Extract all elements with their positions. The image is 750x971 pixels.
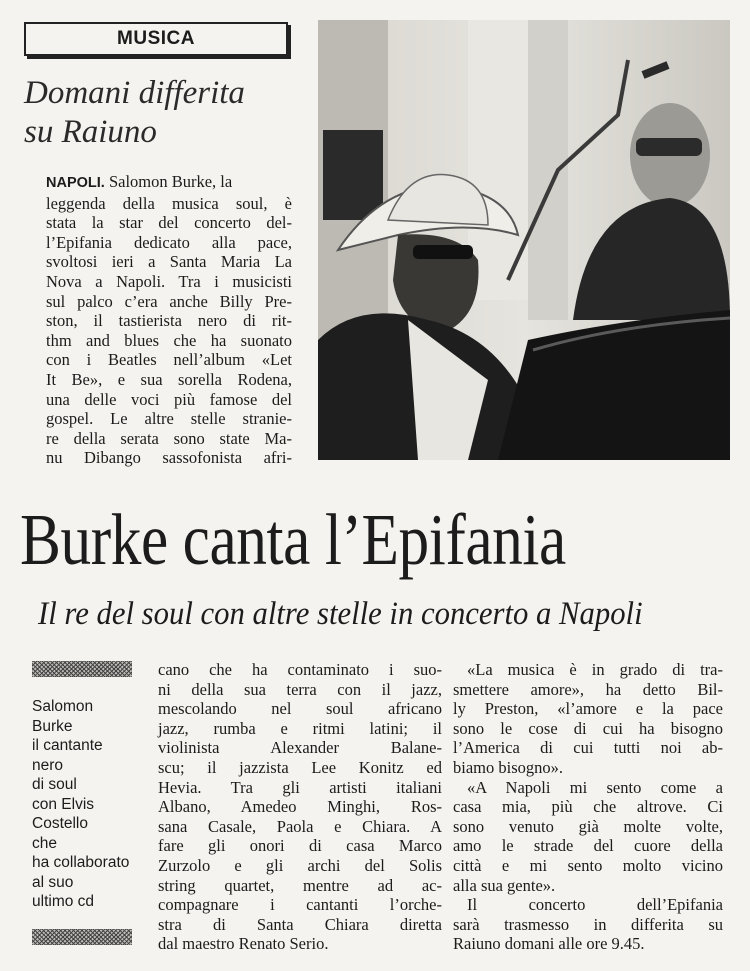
column-line: Zurzolo e gli archi del Solis bbox=[158, 855, 442, 875]
column-line: jazz, rumba e ritmi latini; il bbox=[158, 718, 442, 738]
intro-line: Nova a Napoli. Tra i musicisti bbox=[46, 271, 292, 291]
column-line: l’America di cui tutti noi ab- bbox=[453, 738, 723, 758]
caption-line: di soul bbox=[32, 776, 77, 793]
caption-line: Salomon bbox=[32, 698, 94, 715]
column-line: mescolando nel soul africano bbox=[158, 699, 442, 719]
column-line: amo le strade del cuore della bbox=[453, 836, 723, 856]
column-line: alla sua gente». bbox=[453, 875, 556, 895]
column-line: dal maestro Renato Serio. bbox=[158, 934, 329, 954]
column-line: Hevia. Tra gli artisti italiani bbox=[158, 777, 442, 797]
column-line: ni della sua terra con il jazz, bbox=[158, 679, 442, 699]
column-line: «La musica è in grado di tra- bbox=[467, 660, 723, 679]
column-line: sono venuto già molte volte, bbox=[453, 816, 723, 836]
caption-line: con Elvis bbox=[32, 795, 95, 813]
column-line: casa mia, più che altrove. Ci bbox=[453, 797, 723, 817]
column-line: Albano, Amedeo Minghi, Ros- bbox=[158, 797, 442, 817]
column-line: sono le cose di cui ha bisogno bbox=[453, 718, 723, 738]
column-line: smettere amore», ha detto Bil- bbox=[453, 679, 723, 699]
column-line: violinista Alexander Balane- bbox=[158, 738, 442, 758]
intro-line: l’Epifania dedicato alla pace, bbox=[46, 232, 292, 252]
intro-line: con i Beatles nell’album «Let bbox=[46, 350, 292, 370]
dateline: NAPOLI. bbox=[46, 175, 105, 191]
intro-line: nu Dibango sassofonista afri- bbox=[46, 448, 292, 468]
caption-line: che bbox=[32, 834, 57, 852]
kicker-line-1: Domani differita bbox=[24, 75, 245, 111]
kicker-title bbox=[24, 74, 309, 152]
caption-line: nero bbox=[32, 756, 64, 774]
column-line: scu; il jazzista Lee Konitz ed bbox=[158, 757, 442, 777]
caption-line: Burke bbox=[32, 717, 73, 735]
column-line: «A Napoli mi sento come a bbox=[467, 777, 723, 797]
intro-line: ston, il tastierista nero di rit- bbox=[46, 311, 292, 331]
intro-line: thm and blues che ha suonato bbox=[46, 330, 292, 350]
column-line: Raiuno domani alle ore 9.45. bbox=[453, 934, 645, 954]
caption-line: Costello bbox=[32, 815, 88, 832]
concert-photo bbox=[318, 20, 730, 460]
caption-rule-top bbox=[32, 661, 132, 677]
intro-line: It Be», e sua sorella Rodena, bbox=[46, 369, 292, 389]
column-line: stra di Santa Chiara diretta bbox=[158, 914, 442, 934]
headline: Burke canta l’Epifania bbox=[20, 499, 566, 580]
intro-paragraph bbox=[46, 172, 292, 468]
column-line: biamo bisogno». bbox=[453, 757, 563, 777]
intro-line: svoltosi ieri a Santa Maria La bbox=[46, 252, 292, 272]
article-column-3 bbox=[453, 660, 723, 954]
intro-line: stata la star del concerto del- bbox=[46, 213, 292, 233]
column-line: città e mi sento molto vicino bbox=[453, 855, 723, 875]
caption-line: il cantante bbox=[32, 737, 103, 754]
column-line: ly Preston, «l’amore e la pace bbox=[453, 699, 723, 719]
column-line: sana Casale, Paola e Chiara. A bbox=[158, 816, 442, 836]
intro-line: sul palco c’era anche Billy Pre- bbox=[46, 291, 292, 311]
kicker-line-2: su Raiuno bbox=[24, 114, 157, 150]
intro-line-text: Salomon Burke, la bbox=[104, 172, 233, 191]
caption-rule-bottom bbox=[32, 929, 132, 945]
section-label bbox=[24, 22, 288, 56]
column-line: sarà trasmesso in differita su bbox=[453, 914, 723, 934]
column-line: compagnare i cantanti l’orche- bbox=[158, 895, 442, 915]
section-label-text: MUSICA bbox=[117, 28, 195, 49]
caption-line: al suo bbox=[32, 873, 74, 891]
article-column-2 bbox=[158, 660, 442, 954]
photo-caption bbox=[32, 697, 144, 912]
intro-line: gospel. Le altre stelle stranie- bbox=[46, 409, 292, 429]
intro-line: re della serata sono state Ma- bbox=[46, 428, 292, 448]
caption-line: ha collaborato bbox=[32, 854, 130, 871]
intro-line: una delle voci più famose del bbox=[46, 389, 292, 409]
subheadline: Il re del soul con altre stelle in concerto a Napoli bbox=[38, 596, 643, 632]
column-line: fare gli onori di casa Marco bbox=[158, 836, 442, 856]
intro-line: leggenda della musica soul, è bbox=[46, 193, 292, 213]
column-line: string quartet, mentre ad ac- bbox=[158, 875, 442, 895]
concert-photo-image bbox=[318, 20, 730, 460]
caption-line: ultimo cd bbox=[32, 893, 95, 910]
column-line: Il concerto dell’Epifania bbox=[467, 895, 723, 915]
column-line: cano che ha contaminato i suo- bbox=[158, 660, 442, 679]
intro-line bbox=[46, 172, 292, 194]
